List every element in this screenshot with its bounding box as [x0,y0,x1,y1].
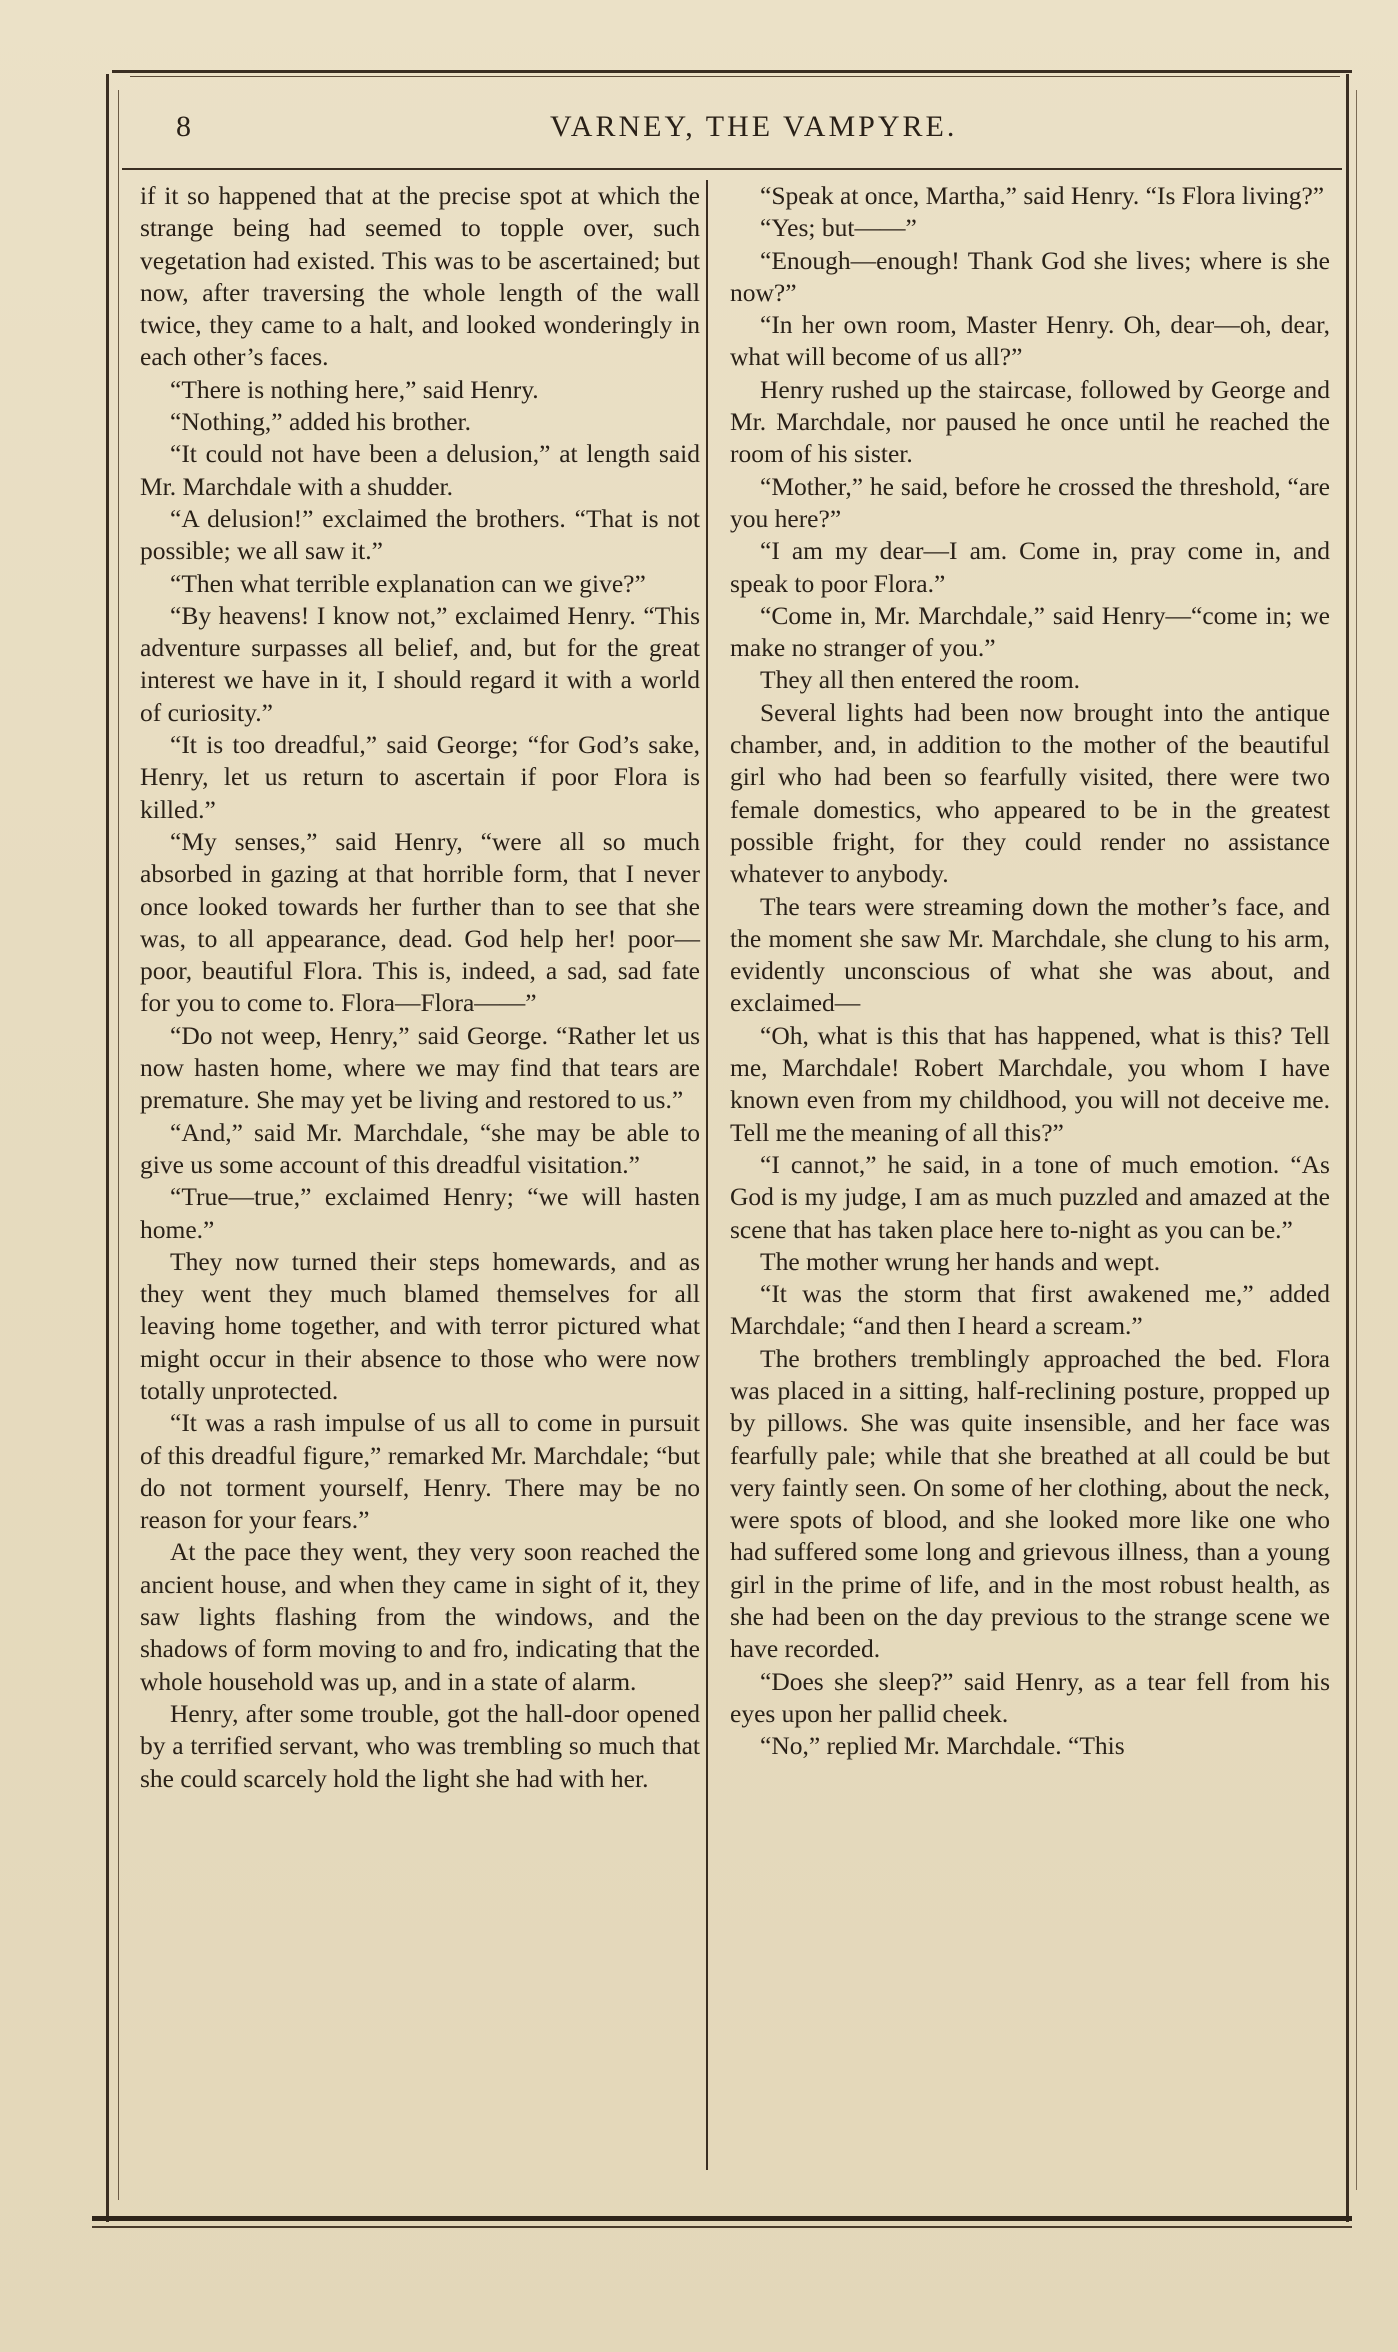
paragraph: “I cannot,” he said, in a tone of much emotion. “As God is my judge, I am as much puzzled and amazed at the scene that has taken place here to-night as you can be.” [730,1149,1330,1244]
paragraph: “No,” replied Mr. Marchdale. “This [760,1731,1125,1761]
paragraph: “True—true,” exclaimed Henry; “we will hasten home.” [140,1182,700,1244]
paragraph: “Come in, Mr. Marchdale,” said Henry—“come in; we make no stranger of you.” [730,600,1330,663]
paragraph: “Then what terrible explanation can we give?” [170,568,646,598]
left-column [140,180,700,1795]
left-border [106,74,109,2222]
paragraph: “It was the storm that first awakened me,” added Marchdale; “and then I heard a scream.” [730,1279,1330,1341]
paragraph: “There is nothing here,” said Henry. [170,374,539,404]
paragraph: “Do not weep, Henry,” said George. “Rather let us now hasten home, where we may find that tears are premature. She may yet be living and restored to us.” [140,1020,700,1115]
paragraph: The mother wrung her hands and wept. [760,1246,1161,1276]
paragraph: Henry, after some trouble, got the hall-door opened by a terrified servant, who was trembling so much that she could scarcely hold the light she had with her. [140,1698,700,1793]
top-rule [112,70,1352,73]
paragraph: “A delusion!” exclaimed the brothers. “That is not possible; we all saw it.” [140,503,700,566]
running-title: VARNEY, THE VAMPYRE. [550,110,958,143]
paragraph: “Enough—enough! Thank God she lives; where is she now?” [730,245,1330,307]
paragraph: “I am my dear—I am. Come in, pray come in, and speak to poor Flora.” [730,536,1330,598]
paragraph: “Oh, what is this that has happened, what is this? Tell me, Marchdale! Robert Marchdale, you whom I have known even from my childhood, you will not deceive me. Tell me the meaning of all this?” [730,1020,1330,1147]
paragraph: “Speak at once, Martha,” said Henry. “Is Flora living?” [760,181,1325,210]
header-rule [122,168,1342,170]
paragraph: “It was a rash impulse of us all to come in pursuit of this dreadful figure,” remarked Mr. Marchdale; “but do not torment yourself, Henry. There may be no reason for your fears.” [140,1408,700,1535]
right-border-thin [1356,90,1357,2190]
paragraph: “My senses,” said Henry, “were all so much absorbed in gazing at that horrible form, that I never once looked towards her further than to see that she was, to all appearance, dead. God help her! poor—poor, beautiful Flora. This is, indeed, a sad, sad fate for you to come to. Flora—Flora——” [140,826,700,1018]
paragraph: “Yes; but——” [760,213,917,243]
paragraph: if it so happened that at the precise spot at which the strange being had seemed to topple over, such vegetation had existed. This was to be ascertained; but now, after traversing the whole length of the wall twice, they came to a halt, and looked wonderingly in each other’s faces. [140,181,700,372]
paragraph: They now turned their steps homewards, and as they went they much blamed themselves for all leaving home together, and with terror pictured what might occur in their absence to those who were now totally unprotected. [140,1246,700,1405]
paragraph: Several lights had been now brought into the antique chamber, and, in addition to the mother of the beautiful girl who had been so fearfully visited, there were two female domestics, who appeared to be in the greatest possible fright, for they could render no assistance whatever to anybody. [730,697,1330,889]
page-number: 8 [176,110,192,143]
paragraph: “It could not have been a delusion,” at length said Mr. Marchdale with a shudder. [140,439,700,501]
paragraph: “It is too dreadful,” said George; “for God’s sake, Henry, let us return to ascertain if poor Flora is killed.” [140,730,700,824]
paragraph: “Does she sleep?” said Henry, as a tear fell from his eyes upon her pallid cheek. [730,1666,1330,1728]
right-border [1346,74,1349,2222]
column-divider [706,180,708,2170]
right-column [730,180,1330,1763]
paragraph: The tears were streaming down the mother’s face, and the moment she saw Mr. Marchdale, she clung to his arm, evidently unconscious of what she was about, and exclaimed— [730,891,1330,1018]
paragraph: At the pace they went, they very soon reached the ancient house, and when they came in sight of it, they saw lights flashing from the windows, and the shadows of form moving to and fro, indicating that the whole household was up, and in a state of alarm. [140,1537,700,1696]
paragraph: The brothers tremblingly approached the bed. Flora was placed in a sitting, half-reclining posture, propped up by pillows. She was quite insensible, and her face was fearfully pale; while that she breathed at all could be but very faintly seen. On some of her clothing, about the neck, were spots of blood, and she looked more like one who had suffered some long and grievous illness, than a young girl in the prime of life, and in the most robust health, as she had been on the day previous to the strange scene we have recorded. [730,1343,1330,1664]
left-border-thin [118,90,119,2200]
paragraph: “By heavens! I know not,” exclaimed Henry. “This adventure surpasses all belief, and, but for the great interest we have in it, I should regard it with a world of curiosity.” [140,600,700,727]
bottom-rule-thin [92,2226,1352,2228]
paragraph: Henry rushed up the staircase, followed by George and Mr. Marchdale, nor paused he once until he reached the room of his sister. [730,374,1330,469]
bottom-rule [92,2216,1352,2221]
paragraph: “And,” said Mr. Marchdale, “she may be able to give us some account of this dreadful visitation.” [140,1117,700,1179]
paragraph: “Mother,” he said, before he crossed the threshold, “are you here?” [730,471,1330,533]
top-rule-thin [130,76,1340,77]
paragraph: “Nothing,” added his brother. [170,407,471,437]
paragraph: They all then entered the room. [760,665,1081,695]
paragraph: “In her own room, Master Henry. Oh, dear—oh, dear, what will become of us all?” [730,310,1330,372]
